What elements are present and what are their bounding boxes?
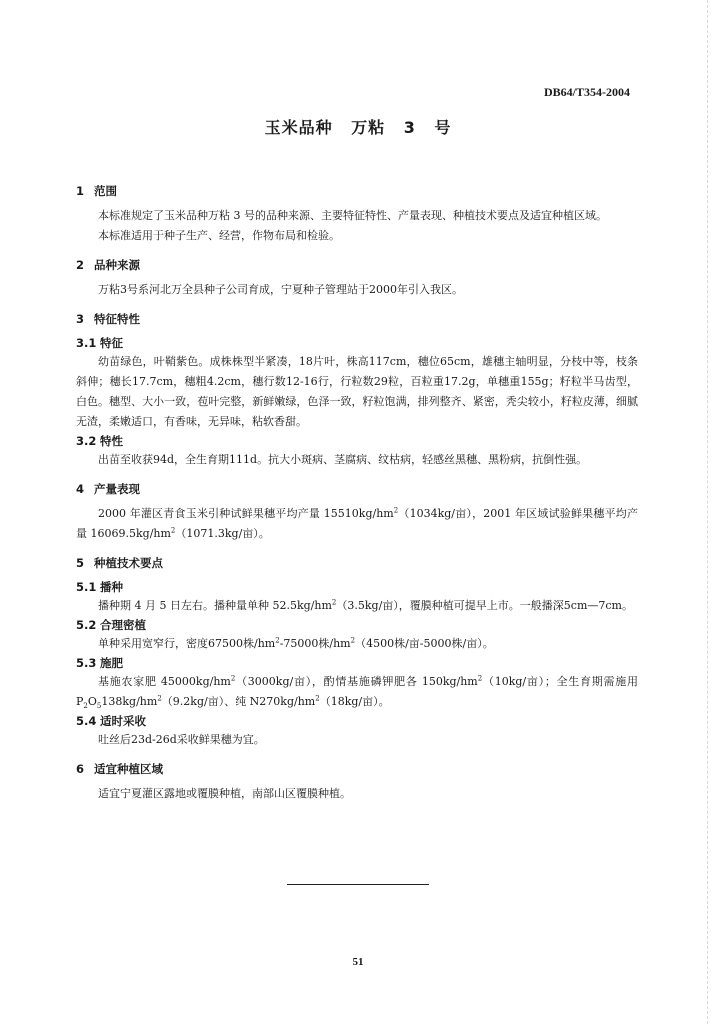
paragraph: 2000 年灌区青食玉米引种试鲜果穗平均产量 $15510kg/hm^2(1034kg/$亩），2001 年区域试验鲜果穗平均产量 $16069.5kg/hm^2(1071.3kg/$亩）。 [76, 506, 638, 540]
section-title: 产量表现 [94, 482, 140, 496]
paragraph: 单种采用宽窄行，密度67500株$/hm^2-75000$株$/hm^2(4500$株/亩-5000株/亩）。 [98, 636, 494, 650]
section-heading-region [76, 760, 638, 778]
document-body [76, 182, 638, 804]
subsection-title: 特征 [100, 336, 123, 350]
document-title: 玉米品种 万粘 3 号 [264, 118, 452, 137]
section-number: 2 [76, 258, 85, 272]
paragraph: 幼苗绿色，叶鞘紫色。成株株型半紧凑，18片叶，株高117cm，穗位65cm，雄穗主轴明显，分枝中等，枝条斜伸；穗长17.7cm，穗粗4.2cm，穗行数12-16行，行粒数29粒，百粒重17.2g，单穗重155g；籽粒半马齿型，白色。穗型、大小一致，苞叶完整，新鲜嫩绿，色泽一致，籽粒饱满，排列整齐、紧密，秃尖较小，籽粒皮薄，细腻无渣，柔嫩适口，有香味，无异味，粘软香甜。 [76, 355, 638, 428]
section-title: 范围 [94, 184, 117, 198]
subsection-title: 适时采收 [100, 714, 146, 728]
subsection-number: 3.2 [76, 434, 97, 448]
scan-edge-line [706, 0, 708, 1024]
end-rule [287, 884, 429, 885]
section-number: 3 [76, 312, 85, 326]
document-code: DB64/T354-2004 [543, 85, 630, 99]
paragraph: 本标准适用于种子生产、经营，作物布局和检验。 [98, 229, 340, 242]
section-number: 4 [76, 482, 85, 496]
paragraph: 吐丝后23d-26d采收鲜果穗为宜。 [98, 733, 265, 746]
section-number: 6 [76, 762, 85, 776]
paragraph: 播种期 4 月 5 日左右。播种量单种 $52.5kg/hm^2(3.5kg/$亩），覆膜种植可提早上市。一般播深5cm—7cm。 [98, 598, 633, 612]
paragraph: 基施农家肥 $45000kg/hm^2(3000kg/$亩），酌情基施磷钾肥各 $150kg/hm^2(10kg/$亩）；全生育期需施用$P_2O_5138kg/hm^2(9.2kg/$亩）、纯 $N270kg/hm^2(18kg/$亩）。 [76, 674, 638, 711]
subsection-heading-traits [76, 432, 638, 450]
subsection-title: 播种 [100, 580, 123, 594]
subsection-heading-fertilization [76, 654, 638, 672]
subsection-number: 5.3 [76, 656, 97, 670]
section-number: 1 [76, 184, 85, 198]
paragraph: 万粘3号系河北万全县种子公司育成，宁夏种子管理站于2000年引入我区。 [98, 283, 463, 296]
subsection-heading-density [76, 616, 638, 634]
section-title: 种植技术要点 [94, 556, 163, 570]
paragraph: 出苗至收获94d，全生育期111d。抗大小斑病、茎腐病、纹枯病，轻感丝黑穗、黑粉病，抗倒性强。 [98, 453, 588, 466]
subsection-title: 合理密植 [100, 618, 146, 632]
subsection-heading-features [76, 334, 638, 352]
subsection-number: 5.1 [76, 580, 97, 594]
section-title: 品种来源 [94, 258, 140, 272]
section-heading-origin [76, 256, 638, 274]
section-heading-yield [76, 480, 638, 498]
section-title: 适宜种植区域 [94, 762, 163, 776]
subsection-heading-sowing [76, 578, 638, 596]
subsection-title: 特性 [100, 434, 123, 448]
paragraph: 本标准规定了玉米品种万粘 3 号的品种来源、主要特征特性、产量表现、种植技术要点及适宜种植区域。 [98, 209, 607, 222]
section-number: 5 [76, 556, 85, 570]
subsection-number: 3.1 [76, 336, 97, 350]
subsection-number: 5.4 [76, 714, 97, 728]
section-heading-cultivation [76, 554, 638, 572]
section-heading-characteristics [76, 310, 638, 328]
page-number: 51 [352, 956, 364, 968]
section-heading-scope [76, 182, 638, 200]
section-title: 特征特性 [94, 312, 140, 326]
subsection-number: 5.2 [76, 618, 97, 632]
subsection-heading-harvest [76, 712, 638, 730]
subsection-title: 施肥 [100, 656, 123, 670]
paragraph: 适宜宁夏灌区露地或覆膜种植，南部山区覆膜种植。 [98, 787, 351, 800]
